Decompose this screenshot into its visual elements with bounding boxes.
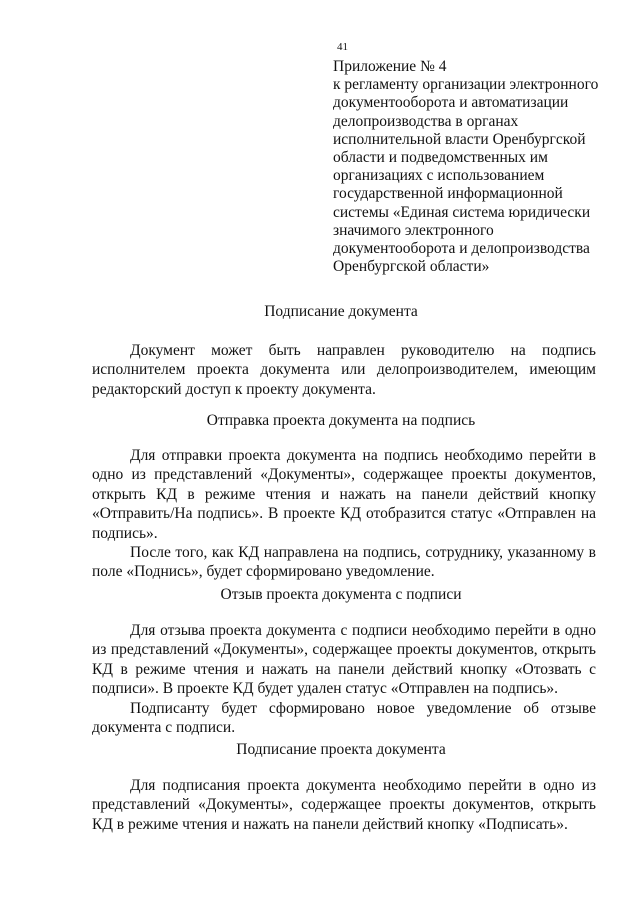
section-body-withdraw-from-signature [92,621,596,737]
section-title-sign-draft: Подписание проекта документа [236,741,446,758]
section-body-sign-draft [92,776,596,834]
paragraph: Документ может быть направлен руководителю на подпись исполнителем проекта документа или делопроизводителем, имеющим редакторский доступ к проекту документа. [92,342,596,398]
section-body-signing-document [92,341,596,399]
section-body-send-for-signature [92,446,596,582]
paragraph: Для отзыва проекта документа с подписи необходимо перейти в одно из представлений «Документы», содержащее проекты документов, открыть КД в режиме чтения и нажать на панели действий кнопку «Отозвать с подписи». В проекте КД будет удален статус «Отправлен на подпись». [92,622,596,698]
appendix-header [333,58,613,276]
paragraph: После того, как КД направлена на подпись, сотруднику, указанному в поле «Поднись», будет сформировано уведомление. [92,544,596,581]
appendix-description: к регламенту организации электронного документооборота и автоматизации делопроизводства в органах исполнительной власти Оренбургской области и подведомственных им организациях с использованием государственной информационной системы «Единая система юридически значимого электронного документооборота и делопроизводства Оренбургской области» [333,76,599,276]
paragraph: Для подписания проекта документа необходимо перейти в одно из представлений «Документы», содержащее проекты документов, открыть КД в режиме чтения и нажать на панели действий кнопку «Подписать». [92,777,596,833]
appendix-title: Приложение № 4 [333,58,447,75]
section-title-withdraw-from-signature: Отзыв проекта документа с подписи [220,586,462,603]
section-title-signing-document: Подписание документа [264,303,418,320]
page-number: 41 [337,41,348,53]
section-title-send-for-signature: Отправка проекта документа на подпись [206,412,476,429]
paragraph: Для отправки проекта документа на подпись необходимо перейти в одно из представлений «Документы», содержащее проекты документов, открыть КД в режиме чтения и нажать на панели действий кнопку «Отправить/На подпись». В проекте КД отобразится статус «Отправлен на подпись». [92,447,596,542]
paragraph: Подписанту будет сформировано новое уведомление об отзыве документа с подписи. [92,699,596,737]
